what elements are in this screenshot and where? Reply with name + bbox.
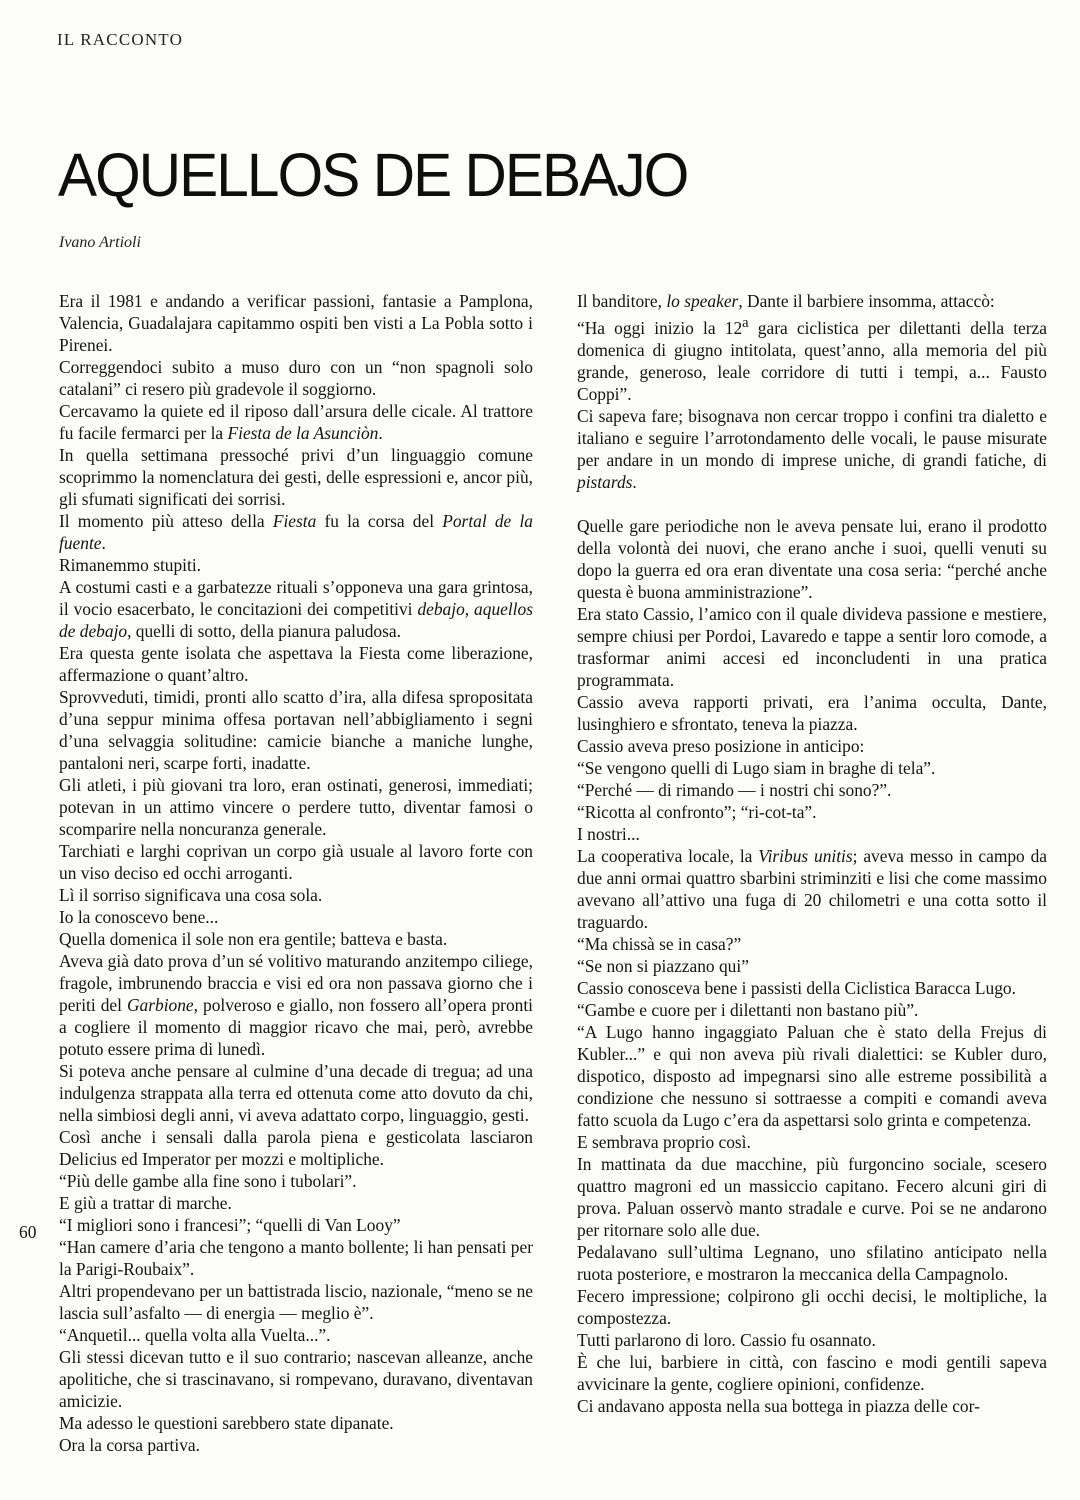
paragraph: Il banditore, lo speaker, Dante il barbiere insomma, attaccò:	[577, 291, 995, 311]
paragraph: “Ma chissà se in casa?”	[577, 933, 742, 954]
paragraph: Quelle gare periodiche non le aveva pensate lui, erano il prodotto della volontà dei nuovi, che erano anche i suoi, quelli venuti su dopo la guerra ed ora eran diventate una cosa seria: “perché anche questa è buona amministrazione”.	[577, 515, 1047, 602]
paragraph: Ci sapeva fare; bisognava non cercar troppo i confini tra dialetto e italiano e seguire l’arrotondamento delle vocali, le pause misurate per andare in un mondo di imprese uniche, di grandi fatiche, di pistards.	[577, 405, 1047, 492]
paragraph: I nostri...	[577, 823, 640, 844]
article-title: AQUELLOS DE DEBAJO	[58, 141, 688, 209]
paragraph: Rimanemmo stupiti.	[59, 555, 202, 575]
paragraph: Ci andavano apposta nella sua bottega in piazza delle cor-	[577, 1395, 980, 1416]
paragraph: Ma adesso le questioni sarebbero state dipanate.	[59, 1413, 394, 1433]
paragraph: “Anquetil... quella volta alla Vuelta...”.	[59, 1325, 331, 1345]
paragraph: Pedalavano sull’ultima Legnano, uno sfilatino anticipato nella ruota posteriore, e mostraron la meccanica della Campagnolo.	[577, 1241, 1047, 1284]
paragraph: E giù a trattar di marche.	[59, 1193, 232, 1213]
right-text-column	[577, 290, 1047, 1417]
paragraph: Fecero impressione; colpirono gli occhi decisi, le moltipliche, la compostezza.	[577, 1285, 1047, 1328]
paragraph: Tutti parlarono di loro. Cassio fu osannato.	[577, 1329, 876, 1350]
section-label: IL RACCONTO	[57, 30, 184, 49]
paragraph: “Perché — di rimando — i nostri chi sono?”.	[577, 779, 892, 800]
paragraph: Quella domenica il sole non era gentile; batteva e basta.	[59, 929, 448, 949]
paragraph: Era questa gente isolata che aspettava la Fiesta come liberazione, affermazione o quant’altro.	[59, 643, 533, 685]
page-number: 60	[19, 1222, 37, 1242]
paragraph: Io la conoscevo bene...	[59, 907, 219, 927]
paragraph: Aveva già dato prova d’un sé volitivo maturando anzitempo ciliege, fragole, imbrunendo braccia e visi ed ora non passava giorno che i periti del Garbione, polveroso e giallo, non fossero all’opera pronti a cogliere il momento di maggior ricavo che mai, però, avrebbe potuto essere prima di lunedì.	[59, 951, 533, 1059]
paragraph: Tarchiati e larghi coprivan un corpo già usuale al lavoro forte con un viso deciso ed occhi arroganti.	[59, 841, 533, 883]
paragraph: Gli atleti, i più giovani tra loro, eran ostinati, generosi, immediati; potevan in un attimo vincere o perdere tutto, diventar famosi o scomparire nella noncuranza generale.	[59, 775, 533, 839]
paragraph: Correggendoci subito a muso duro con un “non spagnoli solo catalani” ci resero più gradevole il soggiorno.	[59, 357, 533, 399]
paragraph: “Ricotta al confronto”; “ri-cot-ta”.	[577, 801, 817, 822]
paragraph: “Gambe e cuore per i dilettanti non bastano più”.	[577, 999, 919, 1020]
paragraph: “I migliori sono i francesi”; “quelli di Van Looy”	[59, 1215, 401, 1235]
paragraph: “Se vengono quelli di Lugo siam in braghe di tela”.	[577, 757, 936, 778]
paragraph: “Han camere d’aria che tengono a manto bollente; li han pensati per la Parigi-Roubaix”.	[59, 1237, 533, 1279]
paragraph: Così anche i sensali dalla parola piena e gesticolata lasciaron Delicius ed Imperator per mozzi e moltipliche.	[59, 1127, 533, 1169]
paragraph: “A Lugo hanno ingaggiato Paluan che è stato della Frejus di Kubler...” e qui non aveva più rivali dialettici: se Kubler duro, dispotico, disposto ad impegnarsi sino alle estreme possibilità a condizione che nessuno si sottraesse a compiti e comandi aveva fatto scuola da Lugo c’era da aspettarsi solo grinta e competenza.	[577, 1021, 1047, 1130]
paragraph: Cassio aveva rapporti privati, era l’anima occulta, Dante, lusinghiero e sfrontato, teneva la piazza.	[577, 691, 1047, 734]
paragraph: Si poteva anche pensare al culmine d’una decade di tregua; ad una indulgenza strappata alla terra ed ottenuta come atto dovuto da chi, nella simbiosi degli anni, vi aveva adattato corpo, linguaggio, gesti.	[59, 1061, 533, 1125]
paragraph: Altri propendevano per un battistrada liscio, nazionale, “meno se ne lascia sull’asfalto — di energia — meglio è”.	[59, 1281, 533, 1323]
paragraph: Era il 1981 e andando a verificar passioni, fantasie a Pamplona, Valencia, Guadalajara capitammo ospiti ben visti a La Pobla sotto i Pirenei.	[59, 291, 533, 355]
paragraph: Il momento più atteso della Fiesta fu la corsa del Portal de la fuente.	[59, 511, 533, 553]
paragraph: “Più delle gambe alla fine sono i tubolari”.	[59, 1171, 357, 1191]
paragraph: Cassio conosceva bene i passisti della Ciclistica Baracca Lugo.	[577, 977, 1016, 998]
paragraph: A costumi casti e a garbatezze rituali s’opponeva una gara grintosa, il vocio esacerbato, le concitazioni dei competitivi debajo, aquellos de debajo, quelli di sotto, della pianura paludosa.	[59, 577, 533, 641]
paragraph: In mattinata da due macchine, più furgoncino sociale, scesero quattro magroni ed un massiccio capitano. Fecero alcuni giri di prova. Paluan osservò manto stradale e curve. Poi se ne andarono per ritornare solo alle due.	[577, 1153, 1047, 1240]
paragraph: Cassio aveva preso posizione in anticipo:	[577, 735, 865, 756]
left-text-column	[59, 290, 533, 1456]
paragraph: Era stato Cassio, l’amico con il quale divideva passione e mestiere, sempre chiusi per Pordoi, Lavaredo e tappe a sentir loro comode, a trasformar animi accesi ed inconcludenti in una pratica programmata.	[577, 603, 1047, 690]
paragraph: È che lui, barbiere in città, con fascino e modi gentili sapeva avvicinare la gente, cogliere opinioni, confidenze.	[577, 1351, 1047, 1394]
paragraph: Ora la corsa partiva.	[59, 1435, 200, 1455]
paragraph: Cercavamo la quiete ed il riposo dall’arsura delle cicale. Al trattore fu facile fermarci per la Fiesta de la Asunciòn.	[59, 401, 533, 443]
paragraph: “Ha oggi inizio la 12$^a$ gara ciclistica per dilettanti della terza domenica di giugno intitolata, quest’anno, alla memoria del più grande, generoso, leale corridore di tutti i tempi, a... Fausto Coppi”.	[577, 315, 1047, 404]
paragraph: In quella settimana pressoché privi d’un linguaggio comune scoprimmo la nomenclatura dei gesti, delle espressioni e, ancor più, gli sfumati significati dei sorrisi.	[59, 445, 533, 509]
paragraph: Lì il sorriso significava una cosa sola.	[59, 885, 323, 905]
paragraph: La cooperativa locale, la Viribus unitis; aveva messo in campo da due anni ormai quattro sbarbini striminziti e lisi che come massimo avevano all’attivo una fuga di 20 chilometri e una cotta sotto il traguardo.	[577, 845, 1047, 932]
article-author: Ivano Artioli	[59, 234, 141, 251]
paragraph: Gli stessi dicevan tutto e il suo contrario; nascevan alleanze, anche apolitiche, che si trascinavano, si rompevano, duravano, diventavan amicizie.	[59, 1347, 533, 1411]
paragraph: Sprovveduti, timidi, pronti allo scatto d’ira, alla difesa spropositata d’una seppur minima offesa portavan nell’abbigliamento i segni d’una selvaggia solitudine: camicie bianche a maniche lunghe, pantaloni neri, scarpe forti, inadatte.	[59, 687, 533, 773]
paragraph: “Se non si piazzano qui”	[577, 955, 749, 976]
paragraph: E sembrava proprio così.	[577, 1131, 751, 1152]
